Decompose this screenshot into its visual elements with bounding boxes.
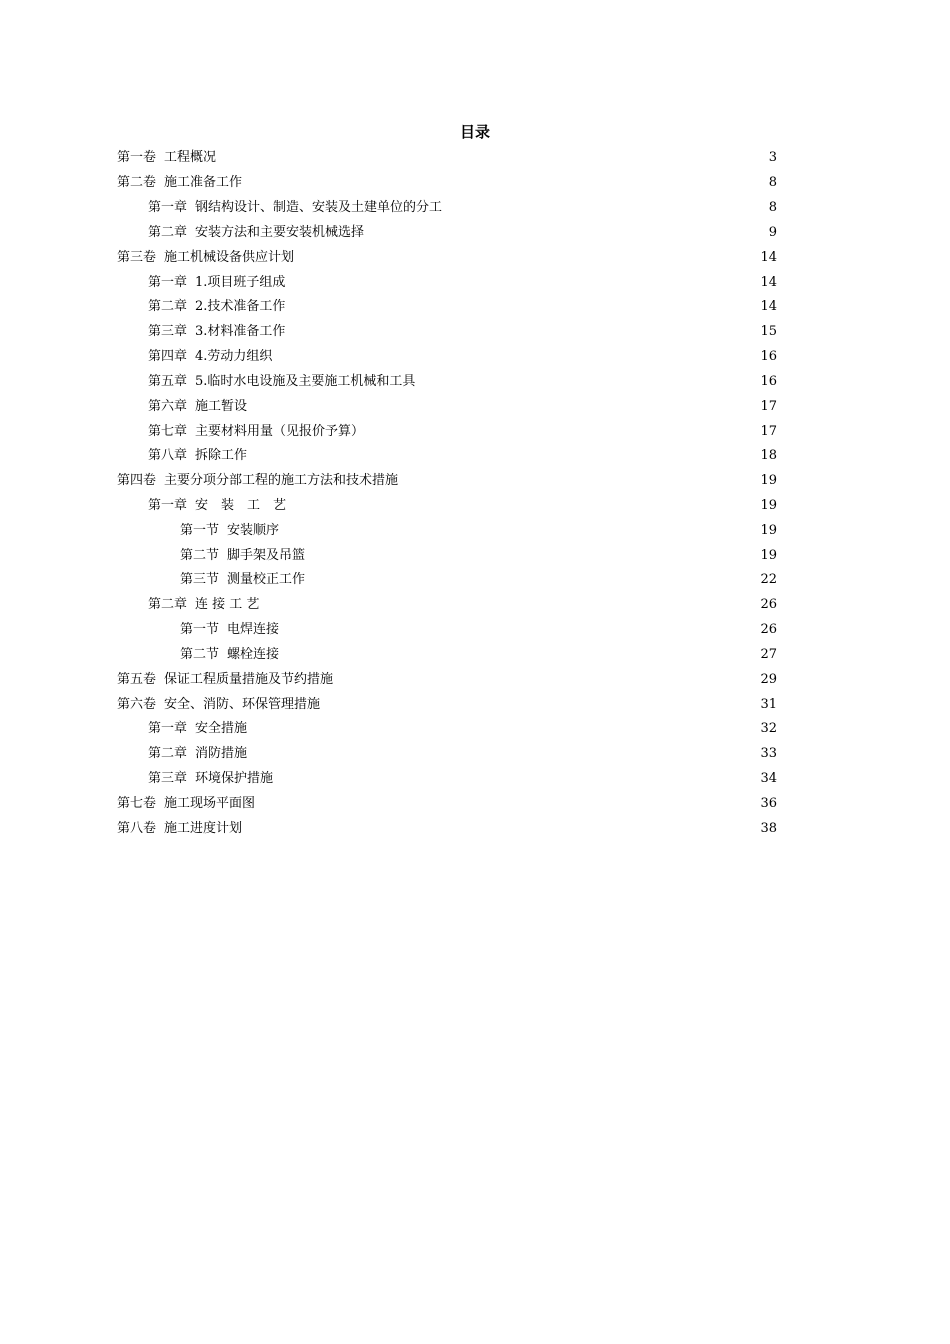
toc-entry-label: 第一章 [148, 721, 188, 737]
toc-dot-leader [248, 748, 758, 761]
toc-entry-label: 第一章 [148, 200, 188, 216]
toc-entry[interactable] [0, 419, 777, 444]
toc-page-number: 26 [760, 597, 777, 613]
toc-entry-text: 施工暂设 [195, 398, 248, 414]
toc-entry-text: 施工现场平面图 [164, 795, 256, 811]
toc-entry-label: 第二节 [180, 646, 220, 662]
toc-entry-text: 工程概况 [164, 150, 217, 166]
toc-page-number: 14 [760, 299, 777, 315]
toc-page-number: 14 [760, 249, 777, 265]
toc-entry-label: 第五章 [148, 373, 188, 389]
toc-page-number: 19 [760, 473, 777, 489]
toc-dot-leader [256, 797, 758, 810]
toc-entry-label: 第二章 [148, 746, 188, 762]
toc-entry-label: 第二章 [148, 299, 188, 315]
toc-dot-leader [334, 673, 758, 686]
toc-entry-label: 第二章 [148, 597, 188, 613]
toc-entry-label: 第三章 [148, 771, 188, 787]
toc-entry[interactable] [0, 667, 777, 692]
toc-entry-text: 保证工程质量措施及节约措施 [164, 671, 334, 687]
toc-dot-leader [260, 599, 758, 612]
toc-page-number: 18 [760, 448, 777, 464]
toc-entry-text: 拆除工作 [195, 448, 248, 464]
toc-entry-label: 第三章 [148, 324, 188, 340]
toc-entry-label: 第一章 [148, 274, 188, 290]
toc-entry-label: 第一节 [180, 522, 220, 538]
toc-title: 目录 [459, 123, 490, 141]
toc-dot-leader [399, 475, 758, 488]
toc-entry[interactable] [0, 568, 777, 593]
toc-page-number: 36 [760, 795, 777, 811]
toc-entry[interactable] [0, 320, 777, 345]
toc-dot-leader [280, 624, 758, 637]
toc-dot-leader [306, 574, 758, 587]
toc-entry[interactable] [0, 618, 777, 643]
toc-dot-leader [243, 822, 758, 835]
toc-entry-label: 第四章 [148, 349, 188, 365]
toc-entry[interactable] [0, 444, 777, 469]
toc-entry-label: 第七章 [148, 423, 188, 439]
toc-entry-text: 安装方法和主要安装机械选择 [195, 224, 365, 240]
toc-page-number: 17 [760, 398, 777, 414]
toc-entry-label: 第三卷 [117, 249, 157, 265]
toc-entry-label: 第三节 [180, 572, 220, 588]
toc-entry[interactable] [0, 171, 777, 196]
toc-entry-text: 安 装 工 艺 [195, 498, 287, 513]
toc-entry-text: 5.临时水电设施及主要施工机械和工具 [195, 373, 416, 389]
toc-entry-text: 3.材料准备工作 [195, 324, 286, 340]
toc-entry-text: 安全措施 [195, 721, 248, 737]
toc-dot-leader [365, 425, 758, 438]
toc-entry-text: 主要材料用量（见报价予算） [195, 423, 365, 439]
toc-entry[interactable] [0, 767, 777, 792]
toc-entry[interactable] [0, 345, 777, 370]
toc-dot-leader [248, 723, 758, 736]
toc-entry-text: 螺栓连接 [227, 646, 280, 662]
toc-entry[interactable] [0, 518, 777, 543]
toc-dot-leader [416, 375, 758, 388]
toc-dot-leader [306, 549, 758, 562]
toc-entry-label: 第一章 [148, 498, 188, 513]
toc-entry[interactable] [0, 245, 777, 270]
toc-entry[interactable] [0, 543, 777, 568]
toc-entry[interactable] [0, 369, 777, 394]
toc-dot-leader [443, 202, 767, 215]
toc-entry-text: 电焊连接 [227, 622, 280, 638]
toc-entry-text: 主要分项分部工程的施工方法和技术措施 [164, 473, 399, 489]
toc-dot-leader [243, 177, 767, 190]
toc-entry[interactable] [0, 792, 777, 817]
toc-page-number: 26 [760, 622, 777, 638]
toc-entry-label: 第二章 [148, 224, 188, 240]
toc-entry-text: 环境保护措施 [195, 771, 274, 787]
toc-page-number: 16 [760, 349, 777, 365]
toc-entry[interactable] [0, 494, 777, 519]
toc-entry[interactable] [0, 816, 777, 841]
toc-dot-leader [248, 450, 758, 463]
toc-page-number: 38 [760, 820, 777, 836]
toc-entry[interactable] [0, 593, 777, 618]
toc-page-number: 22 [760, 572, 777, 588]
toc-entry-text: 测量校正工作 [227, 572, 306, 588]
toc-page-number: 17 [760, 423, 777, 439]
toc-entry[interactable] [0, 196, 777, 221]
toc-page-number: 19 [760, 498, 777, 513]
toc-entry-text: 施工准备工作 [164, 175, 243, 191]
toc-entry-text: 钢结构设计、制造、安装及土建单位的分工 [195, 200, 443, 216]
toc-entry[interactable] [0, 643, 777, 668]
toc-dot-leader [273, 351, 758, 364]
toc-entry-label: 第二卷 [117, 175, 157, 191]
toc-entry-text: 4.劳动力组织 [195, 349, 273, 365]
toc-dot-leader [365, 226, 767, 239]
toc-page-number: 3 [768, 150, 777, 166]
toc-entry[interactable] [0, 394, 777, 419]
toc-entry-text: 连 接 工 艺 [195, 597, 260, 613]
toc-dot-leader [274, 773, 758, 786]
toc-dot-leader [217, 152, 767, 165]
toc-page-number: 27 [760, 646, 777, 662]
toc-entry-label: 第八卷 [117, 820, 157, 836]
toc-entry[interactable] [0, 270, 777, 295]
toc-dot-leader [321, 698, 758, 711]
toc-dot-leader [295, 251, 758, 264]
toc-entry-label: 第四卷 [117, 473, 157, 489]
toc-entry-label: 第七卷 [117, 795, 157, 811]
toc-entry[interactable] [0, 220, 777, 245]
toc-dot-leader [286, 326, 758, 339]
toc-page-number: 8 [768, 200, 777, 216]
toc-page-number: 33 [760, 746, 777, 762]
toc-entry-label: 第二节 [180, 547, 220, 563]
toc-entry-text: 脚手架及吊篮 [227, 547, 306, 563]
toc-dot-leader [280, 648, 758, 661]
toc-page-number: 34 [760, 771, 777, 787]
toc-entry-text: 施工进度计划 [164, 820, 243, 836]
toc-page-number: 14 [760, 274, 777, 290]
toc-entry-label: 第一卷 [117, 150, 157, 166]
toc-entry-label: 第六卷 [117, 696, 157, 712]
toc-entry-label: 第五卷 [117, 671, 157, 687]
toc-entry[interactable] [0, 146, 777, 171]
toc-entry-text: 安装顺序 [227, 522, 280, 538]
toc-entry[interactable] [0, 469, 777, 494]
toc-entry-text: 1.项目班子组成 [195, 274, 286, 290]
toc-page-number: 19 [760, 547, 777, 563]
toc-page-number: 15 [760, 324, 777, 340]
toc-page-number: 31 [760, 696, 777, 712]
toc-entry-label: 第八章 [148, 448, 188, 464]
toc-entry[interactable] [0, 742, 777, 767]
toc-entry[interactable] [0, 295, 777, 320]
toc-page-number: 9 [768, 224, 777, 240]
toc-dot-leader [280, 524, 758, 537]
toc-page-number: 32 [760, 721, 777, 737]
toc-page-number: 19 [760, 522, 777, 538]
toc-dot-leader [286, 301, 758, 314]
toc-dot-leader [248, 400, 758, 413]
toc-entry[interactable] [0, 692, 777, 717]
toc-entry-text: 安全、消防、环保管理措施 [164, 696, 321, 712]
toc-entry-label: 第六章 [148, 398, 188, 414]
toc-entry-text: 消防措施 [195, 746, 248, 762]
toc-entry-text: 施工机械设备供应计划 [164, 249, 295, 265]
toc-dot-leader [287, 500, 758, 513]
toc-entry-text: 2.技术准备工作 [195, 299, 286, 315]
toc-entry[interactable] [0, 717, 777, 742]
toc-dot-leader [286, 276, 758, 289]
toc-page-number: 8 [768, 175, 777, 191]
toc-page-number: 16 [760, 373, 777, 389]
toc-entry-label: 第一节 [180, 622, 220, 638]
table-of-contents [0, 146, 950, 841]
toc-page-number: 29 [760, 671, 777, 687]
